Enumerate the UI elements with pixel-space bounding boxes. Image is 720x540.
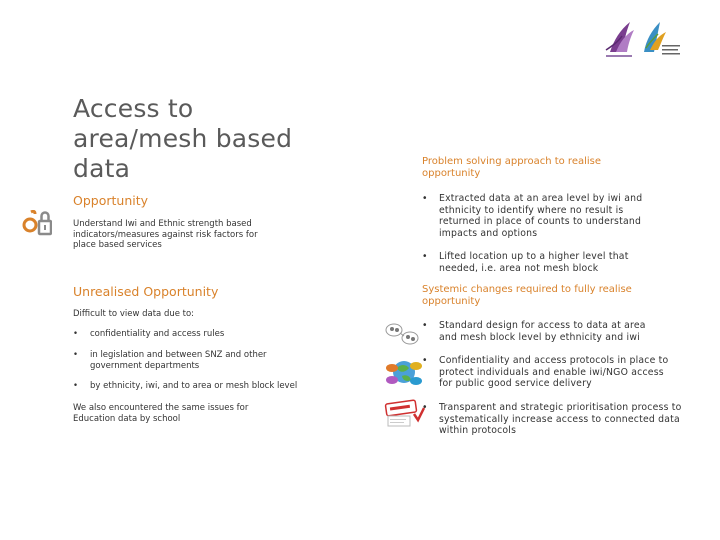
opportunity-heading: Opportunity: [73, 193, 149, 208]
problem-heading: Problem solving approach to realise opportunity: [422, 156, 602, 179]
globe-icon: [384, 354, 424, 390]
whanau-logo-icon: [600, 12, 685, 60]
logos: [600, 12, 685, 60]
approved-stamp-icon: [384, 398, 426, 430]
bullet-marker: •: [422, 355, 428, 366]
bullet-marker: •: [73, 381, 79, 391]
systemic-heading: Systemic changes required to fully realise opportunity: [422, 284, 632, 307]
people-network-icon: [384, 318, 420, 352]
closing-text: We also encountered the same issues for Education data by school: [73, 403, 249, 424]
bullet-marker: •: [422, 320, 428, 331]
difficult-intro: Difficult to view data due to:: [73, 309, 195, 319]
bullet-marker: •: [73, 329, 79, 339]
opportunity-text: Understand Iwi and Ethnic strength based indicators/measures against risk factors for place based services: [73, 219, 258, 250]
bullet-marker: •: [422, 251, 428, 262]
page-title: Access to area/mesh based data: [73, 94, 293, 183]
bullet-marker: •: [73, 350, 79, 360]
bullet-marker: •: [422, 193, 428, 204]
open-access-lock-icon: [22, 210, 52, 236]
bullet-marker: •: [422, 402, 428, 413]
unrealised-heading: Unrealised Opportunity: [73, 284, 219, 299]
